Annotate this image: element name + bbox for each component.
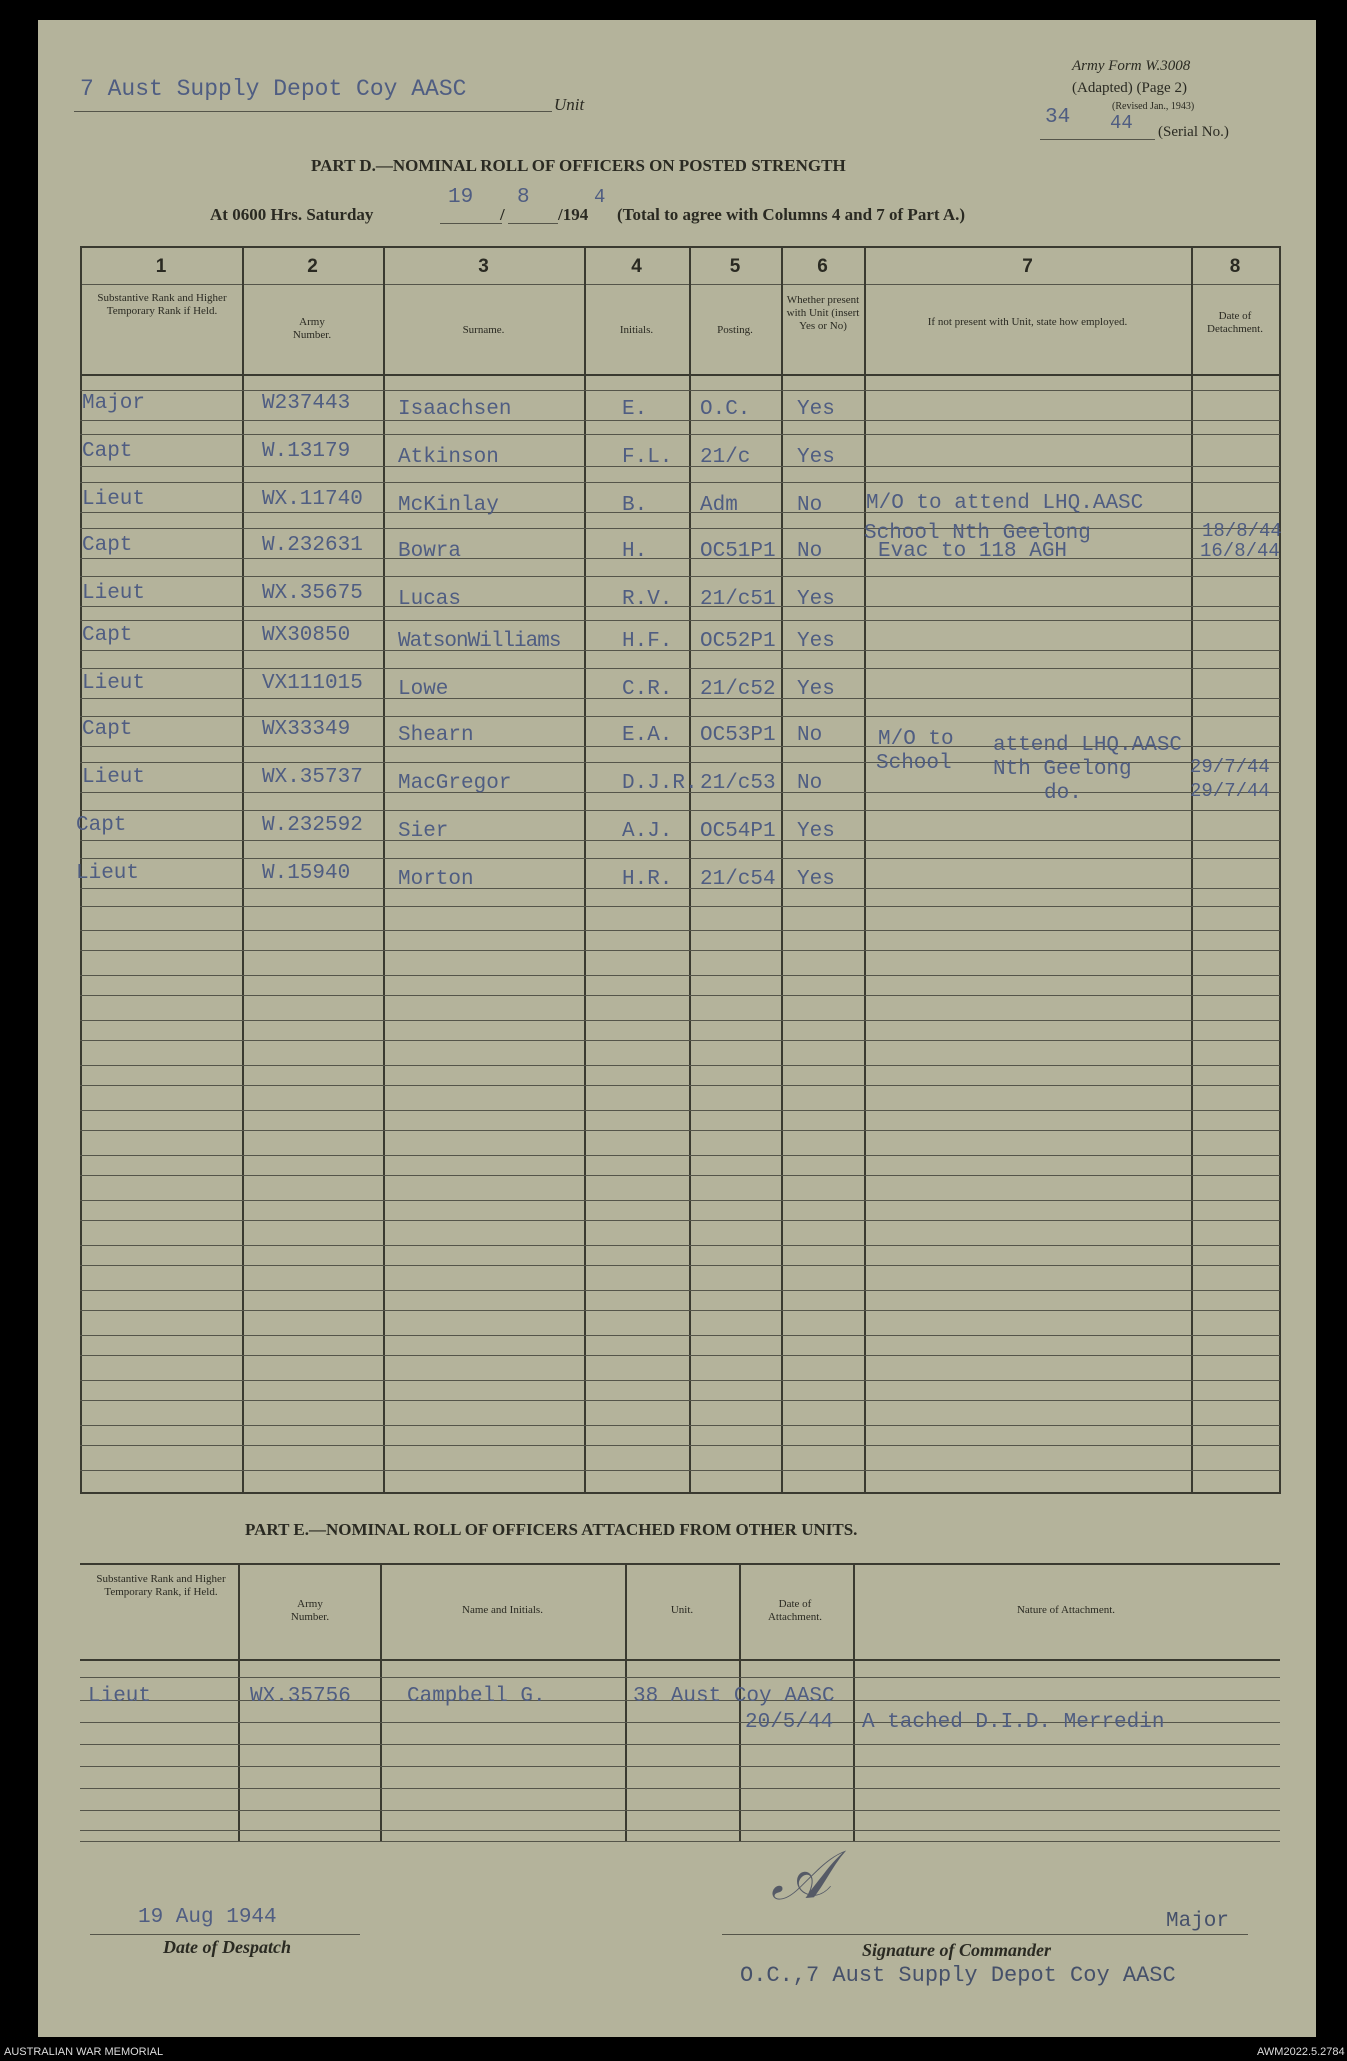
cell-present: Yes xyxy=(797,588,835,611)
total-note: (Total to agree with Columns 4 and 7 of Part A.) xyxy=(617,205,966,224)
form-title: Army Form W.3008 xyxy=(1072,58,1191,74)
col-number: 6 xyxy=(817,256,828,277)
table-d-row-rule xyxy=(80,390,1280,391)
table-d-row-rule xyxy=(80,668,1280,669)
table-e-row-rule xyxy=(80,1810,1280,1811)
table-d-row-rule xyxy=(80,1085,1280,1086)
cell-posting: 21/c52 xyxy=(700,678,776,701)
note-date: 29/7/44 xyxy=(1190,756,1270,778)
cell-present: Yes xyxy=(797,678,835,701)
despatch-underline xyxy=(90,1934,360,1935)
note-date: 18/8/44 xyxy=(1202,520,1282,542)
cell-number: WX33349 xyxy=(262,718,351,741)
date-slash: / xyxy=(500,205,505,224)
cell-surname: WatsonWilliams xyxy=(398,630,561,653)
unit-value: 7 Aust Supply Depot Coy AASC xyxy=(80,76,467,102)
cell-number: W.232592 xyxy=(262,814,363,837)
serial-label: (Serial No.) xyxy=(1158,124,1229,140)
col-header-number: Army Number. xyxy=(292,316,332,341)
cell-initials: C.R. xyxy=(622,678,673,701)
form-adapted: (Adapted) (Page 2) xyxy=(1072,80,1187,96)
col-header-initials: Initials. xyxy=(619,324,654,336)
table-d-row-rule xyxy=(80,840,1280,841)
table-d-row-rule xyxy=(80,420,1280,421)
cell-initials: H.F. xyxy=(622,630,673,653)
table-e-row-rule xyxy=(80,1766,1280,1767)
cell-present: Yes xyxy=(797,630,835,653)
table-d-row-rule xyxy=(80,620,1280,621)
cell-initials: H. xyxy=(622,540,648,563)
table-d-row-rule xyxy=(80,1310,1280,1311)
col-header-employed: If not present with Unit, state how employed. xyxy=(927,316,1128,328)
table-d-row-rule xyxy=(80,716,1280,717)
cell-posting: 21/c54 xyxy=(700,868,776,891)
cell-number: W.232631 xyxy=(262,534,363,557)
cell-present: Yes xyxy=(797,398,835,421)
table-d-row-rule xyxy=(80,434,1280,435)
table-d-row-rule xyxy=(80,888,1280,889)
table-d-row-rule xyxy=(80,810,1280,811)
col-number: 8 xyxy=(1229,256,1241,277)
table-d-row-rule xyxy=(80,1065,1280,1066)
cell-posting: Adm xyxy=(700,494,738,517)
cell-rank: Lieut xyxy=(82,488,146,511)
serial-b: 44 xyxy=(1110,112,1133,134)
col-number: 3 xyxy=(478,256,489,277)
table-d-row-rule xyxy=(80,1265,1280,1266)
cell-posting: OC52P1 xyxy=(700,630,776,653)
table-d-row-rule xyxy=(80,558,1280,559)
cell-surname: Bowra xyxy=(398,540,462,563)
cell-initials: D.J.R. xyxy=(622,772,698,795)
commander-unit: O.C.,7 Aust Supply Depot Coy AASC xyxy=(740,1963,1176,1988)
cell-surname: Sier xyxy=(398,820,449,843)
cell-initials: B. xyxy=(622,494,648,517)
e-header-rank: Substantive Rank and Higher Temporary Rank, if Held. xyxy=(96,1573,226,1598)
table-e-row-rule xyxy=(80,1744,1280,1745)
cell-rank: Major xyxy=(82,392,146,415)
credit-right: AWM2022.5.2784 xyxy=(1257,2046,1345,2058)
col-number: 5 xyxy=(729,256,741,277)
at-label: At 0600 Hrs. Saturday xyxy=(210,205,374,224)
cell-rank: Lieut xyxy=(82,582,146,605)
table-d-row-rule xyxy=(80,930,1280,931)
date-day: 19 xyxy=(448,186,474,209)
cell-number: WX.35675 xyxy=(262,582,363,605)
despatch-date: 19 Aug 1944 xyxy=(138,1906,277,1929)
table-d-row-rule xyxy=(80,1445,1280,1446)
table-d-row-rule xyxy=(80,466,1280,467)
table-d-row-rule xyxy=(80,858,1280,859)
table-d-row-rule xyxy=(80,576,1280,577)
cell-surname: Shearn xyxy=(398,724,474,747)
serial-underline xyxy=(1040,139,1155,140)
month-underline xyxy=(508,223,558,224)
table-d-row-rule xyxy=(80,1380,1280,1381)
col-header-present: Whether present with Unit (insert Yes or No) xyxy=(786,294,860,332)
cell-posting: OC54P1 xyxy=(700,820,776,843)
cell-number: WX.35737 xyxy=(262,766,363,789)
e-header-number: Army Number. xyxy=(290,1598,330,1623)
e-header-date: Date of Attachment. xyxy=(767,1598,823,1623)
cell-initials: R.V. xyxy=(622,588,673,611)
note-text: do. xyxy=(1044,782,1082,805)
table-d-row-rule xyxy=(80,1425,1280,1426)
cell-number: WX.11740 xyxy=(262,488,363,511)
signature-underline xyxy=(722,1934,1248,1935)
cell-number: WX30850 xyxy=(262,624,351,647)
part-d-title: PART D.—NOMINAL ROLL OF OFFICERS ON POSTED STRENGTH xyxy=(311,156,846,175)
table-d-row-rule xyxy=(80,995,1280,996)
cell-rank: Lieut xyxy=(76,862,140,885)
cell-surname: Morton xyxy=(398,868,474,891)
e-header-unit: Unit. xyxy=(670,1604,694,1616)
cell-present: No xyxy=(797,494,823,517)
cell-surname: Lowe xyxy=(398,678,449,701)
table-d-row-rule xyxy=(80,1335,1280,1336)
col-header-posting: Posting. xyxy=(717,324,753,336)
credit-left: AUSTRALIAN WAR MEMORIAL xyxy=(4,2046,164,2058)
col-header-rank: Substantive Rank and Higher Temporary Rank if Held. xyxy=(97,292,227,317)
cell-number: W.15940 xyxy=(262,862,351,885)
cell-number: W237443 xyxy=(262,392,351,415)
cell-rank: Capt xyxy=(82,534,133,557)
signature-label: Signature of Commander xyxy=(862,1940,1052,1960)
table-d-row-rule xyxy=(80,1355,1280,1356)
note-text: School Nth Geelong xyxy=(864,522,1091,545)
note-text: M/O to attend LHQ.AASC xyxy=(866,492,1144,515)
table-d-bottom xyxy=(80,1492,1280,1494)
cell-present: No xyxy=(797,772,823,795)
cell-present: No xyxy=(797,540,823,563)
col-header-detachment: Date of Detachment. xyxy=(1207,310,1263,335)
note-text: Nth Geelong xyxy=(993,758,1132,781)
table-e-row-rule xyxy=(80,1788,1280,1789)
table-d-row-rule xyxy=(80,1175,1280,1176)
table-d-row-rule xyxy=(80,482,1280,483)
note-date: 16/8/44 xyxy=(1200,540,1280,562)
table-d-row-rule xyxy=(80,1040,1280,1041)
table-e-bottom xyxy=(80,1841,1280,1842)
cell-posting: OC53P1 xyxy=(700,724,776,747)
cell-number: W.13179 xyxy=(262,440,351,463)
cell-number: VX111015 xyxy=(262,672,363,695)
serial-a: 34 xyxy=(1045,106,1071,129)
col-number: 7 xyxy=(1022,256,1033,277)
note-text: M/O to xyxy=(878,728,954,751)
table-d-header-bottom xyxy=(80,374,1280,376)
cell-initials: E.A. xyxy=(622,724,673,747)
table-d-row-rule xyxy=(80,1290,1280,1291)
cell-rank: Capt xyxy=(76,814,127,837)
e-nature: A tached D.I.D. Merredin xyxy=(862,1711,1165,1734)
table-e-row-rule xyxy=(80,1677,1280,1678)
cell-initials: E. xyxy=(622,398,648,421)
cell-present: Yes xyxy=(797,868,835,891)
despatch-label: Date of Despatch xyxy=(163,1937,291,1957)
cell-surname: Lucas xyxy=(398,588,462,611)
table-d-row-rule xyxy=(80,1110,1280,1111)
table-d-row-rule xyxy=(80,1200,1280,1201)
e-name: Campbell G. xyxy=(407,1685,546,1708)
cell-posting: OC51P1 xyxy=(700,540,776,563)
commander-rank: Major xyxy=(1166,1910,1230,1933)
cell-initials: A.J. xyxy=(622,820,673,843)
unit-underline xyxy=(74,111,552,112)
table-d-numrow xyxy=(80,284,1280,285)
table-d-row-rule xyxy=(80,906,1280,907)
cell-surname: Atkinson xyxy=(398,446,499,469)
form-revised: (Revised Jan., 1943) xyxy=(1112,101,1195,112)
table-d-row-rule xyxy=(80,1020,1280,1021)
table-e-col1 xyxy=(238,1563,240,1841)
table-d-row-rule xyxy=(80,1130,1280,1131)
note-text: School xyxy=(876,752,952,775)
e-header-name: Name and Initials. xyxy=(462,1604,543,1616)
cell-present: Yes xyxy=(797,820,835,843)
e-date: 20/5/44 xyxy=(745,1711,834,1734)
cell-rank: Lieut xyxy=(82,672,146,695)
table-d-row-rule xyxy=(80,1245,1280,1246)
commander-signature: 𝒜 xyxy=(768,1838,833,1916)
table-d-row-rule xyxy=(80,650,1280,651)
unit-label: Unit xyxy=(554,95,585,114)
e-rank: Lieut xyxy=(88,1685,152,1708)
cell-surname: McKinlay xyxy=(398,494,499,517)
table-e-top xyxy=(80,1563,1280,1565)
cell-surname: Isaachsen xyxy=(398,398,512,421)
e-header-nature: Nature of Attachment. xyxy=(1016,1604,1116,1616)
table-d-row-rule xyxy=(80,606,1280,607)
cell-present: No xyxy=(797,724,823,747)
date-month: 8 xyxy=(517,186,530,209)
table-d-top xyxy=(80,246,1280,248)
table-d-row-rule xyxy=(80,1400,1280,1401)
table-d-row-rule xyxy=(80,698,1280,699)
table-d-row-rule xyxy=(80,1155,1280,1156)
date-year-digit: 4 xyxy=(594,186,606,208)
cell-surname: MacGregor xyxy=(398,772,512,795)
e-unit: 38 Aust Coy AASC xyxy=(633,1685,835,1708)
day-underline xyxy=(440,223,502,224)
date-year-prefix: /194 xyxy=(558,205,589,224)
table-d-row-rule xyxy=(80,1470,1280,1471)
table-e-row-rule xyxy=(80,1830,1280,1831)
part-e-title: PART E.—NOMINAL ROLL OF OFFICERS ATTACHED FROM OTHER UNITS. xyxy=(245,1520,858,1539)
note-text: attend LHQ.AASC xyxy=(993,734,1183,757)
table-d-row-rule xyxy=(80,1220,1280,1221)
cell-posting: 21/c53 xyxy=(700,772,776,795)
col-number: 2 xyxy=(307,256,318,277)
cell-posting: 21/c xyxy=(700,446,751,469)
cell-initials: H.R. xyxy=(622,868,673,891)
table-e-header-bottom xyxy=(80,1659,1280,1661)
note-date: 29/7/44 xyxy=(1190,780,1270,802)
col-number: 1 xyxy=(155,256,167,277)
cell-posting: O.C. xyxy=(700,398,751,421)
cell-rank: Capt xyxy=(82,718,133,741)
note-text: Evac to 118 AGH xyxy=(878,540,1068,563)
table-d-row-rule xyxy=(80,975,1280,976)
cell-rank: Lieut xyxy=(82,766,146,789)
cell-rank: Capt xyxy=(82,624,133,647)
table-d-row-rule xyxy=(80,528,1280,529)
col-header-surname: Surname. xyxy=(462,324,505,336)
cell-present: Yes xyxy=(797,446,835,469)
cell-posting: 21/c51 xyxy=(700,588,776,611)
col-number: 4 xyxy=(631,256,642,277)
table-d-row-rule xyxy=(80,950,1280,951)
cell-initials: F.L. xyxy=(622,446,673,469)
e-number: WX.35756 xyxy=(250,1685,351,1708)
cell-rank: Capt xyxy=(82,440,133,463)
